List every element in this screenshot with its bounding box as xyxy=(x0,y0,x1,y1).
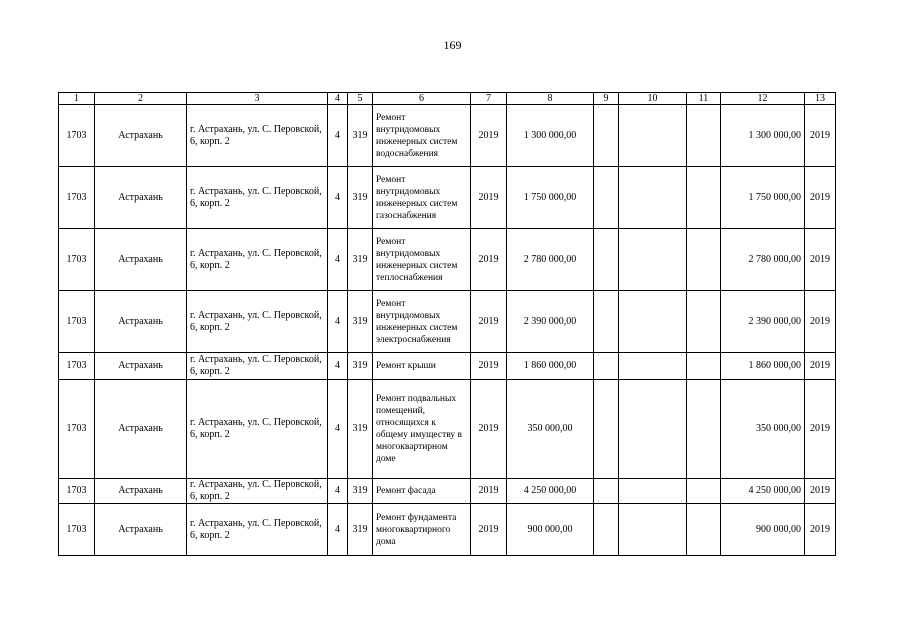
column-4-cell: 4 xyxy=(328,291,348,353)
work-type-cell: Ремонт подвальных помещений, относящихся к общему имуществу в многоквартирном доме xyxy=(373,380,471,479)
column-header-5: 5 xyxy=(348,93,373,105)
table-row xyxy=(59,479,836,504)
address-cell: г. Астрахань, ул. С. Перовской, 6, корп. 2 xyxy=(187,105,328,167)
column-12-cell: 1 860 000,00 xyxy=(721,353,805,380)
address-cell: г. Астрахань, ул. С. Перовской, 6, корп. 2 xyxy=(187,353,328,380)
column-4-cell: 4 xyxy=(328,479,348,504)
column-13-cell: 2019 xyxy=(805,353,836,380)
year-cell: 2019 xyxy=(471,504,507,556)
column-11-cell xyxy=(687,353,721,380)
total-cost-cell: 1 750 000,00 xyxy=(507,167,594,229)
column-4-cell: 4 xyxy=(328,229,348,291)
city-cell: Астрахань xyxy=(95,479,187,504)
column-12-cell: 1 300 000,00 xyxy=(721,105,805,167)
column-13-cell: 2019 xyxy=(805,479,836,504)
column-5-cell: 319 xyxy=(348,479,373,504)
column-header-11: 11 xyxy=(687,93,721,105)
table-row xyxy=(59,105,836,167)
column-header-7: 7 xyxy=(471,93,507,105)
table-header xyxy=(59,93,836,105)
column-11-cell xyxy=(687,167,721,229)
column-5-cell: 319 xyxy=(348,504,373,556)
column-13-cell: 2019 xyxy=(805,167,836,229)
city-cell: Астрахань xyxy=(95,380,187,479)
column-12-cell: 1 750 000,00 xyxy=(721,167,805,229)
code-cell: 1703 xyxy=(59,353,95,380)
capital-repair-table xyxy=(58,92,836,556)
column-10-cell xyxy=(619,167,687,229)
column-header-8: 8 xyxy=(507,93,594,105)
column-11-cell xyxy=(687,380,721,479)
code-cell: 1703 xyxy=(59,504,95,556)
column-9-cell xyxy=(594,105,619,167)
column-header-3: 3 xyxy=(187,93,328,105)
column-5-cell: 319 xyxy=(348,380,373,479)
work-type-cell: Ремонт внутридомовых инженерных систем электроснабжения xyxy=(373,291,471,353)
column-11-cell xyxy=(687,504,721,556)
column-13-cell: 2019 xyxy=(805,504,836,556)
column-4-cell: 4 xyxy=(328,380,348,479)
address-cell: г. Астрахань, ул. С. Перовской, 6, корп. 2 xyxy=(187,229,328,291)
table-row xyxy=(59,167,836,229)
address-cell: г. Астрахань, ул. С. Перовской, 6, корп. 2 xyxy=(187,380,328,479)
column-9-cell xyxy=(594,479,619,504)
total-cost-cell: 1 860 000,00 xyxy=(507,353,594,380)
total-cost-cell: 900 000,00 xyxy=(507,504,594,556)
work-type-cell: Ремонт фундамента многоквартирного дома xyxy=(373,504,471,556)
column-13-cell: 2019 xyxy=(805,105,836,167)
table-row xyxy=(59,229,836,291)
city-cell: Астрахань xyxy=(95,105,187,167)
column-9-cell xyxy=(594,291,619,353)
address-cell: г. Астрахань, ул. С. Перовской, 6, корп. 2 xyxy=(187,167,328,229)
address-cell: г. Астрахань, ул. С. Перовской, 6, корп. 2 xyxy=(187,504,328,556)
column-4-cell: 4 xyxy=(328,105,348,167)
column-4-cell: 4 xyxy=(328,167,348,229)
column-10-cell xyxy=(619,353,687,380)
column-header-2: 2 xyxy=(95,93,187,105)
column-11-cell xyxy=(687,229,721,291)
code-cell: 1703 xyxy=(59,105,95,167)
column-header-6: 6 xyxy=(373,93,471,105)
address-cell: г. Астрахань, ул. С. Перовской, 6, корп. 2 xyxy=(187,291,328,353)
column-13-cell: 2019 xyxy=(805,291,836,353)
year-cell: 2019 xyxy=(471,291,507,353)
work-type-cell: Ремонт фасада xyxy=(373,479,471,504)
column-9-cell xyxy=(594,229,619,291)
column-header-9: 9 xyxy=(594,93,619,105)
column-10-cell xyxy=(619,504,687,556)
work-type-cell: Ремонт внутридомовых инженерных систем теплоснабжения xyxy=(373,229,471,291)
work-type-cell: Ремонт крыши xyxy=(373,353,471,380)
code-cell: 1703 xyxy=(59,291,95,353)
city-cell: Астрахань xyxy=(95,291,187,353)
column-4-cell: 4 xyxy=(328,504,348,556)
column-10-cell xyxy=(619,105,687,167)
column-13-cell: 2019 xyxy=(805,229,836,291)
column-12-cell: 2 390 000,00 xyxy=(721,291,805,353)
year-cell: 2019 xyxy=(471,105,507,167)
address-cell: г. Астрахань, ул. С. Перовской, 6, корп. 2 xyxy=(187,479,328,504)
column-12-cell: 2 780 000,00 xyxy=(721,229,805,291)
column-5-cell: 319 xyxy=(348,167,373,229)
code-cell: 1703 xyxy=(59,167,95,229)
column-5-cell: 319 xyxy=(348,353,373,380)
code-cell: 1703 xyxy=(59,229,95,291)
work-type-cell: Ремонт внутридомовых инженерных систем газоснабжения xyxy=(373,167,471,229)
column-4-cell: 4 xyxy=(328,353,348,380)
column-header-13: 13 xyxy=(805,93,836,105)
column-12-cell: 350 000,00 xyxy=(721,380,805,479)
column-13-cell: 2019 xyxy=(805,380,836,479)
column-11-cell xyxy=(687,105,721,167)
table-row xyxy=(59,380,836,479)
column-10-cell xyxy=(619,380,687,479)
total-cost-cell: 350 000,00 xyxy=(507,380,594,479)
column-5-cell: 319 xyxy=(348,105,373,167)
code-cell: 1703 xyxy=(59,479,95,504)
column-5-cell: 319 xyxy=(348,291,373,353)
table-row xyxy=(59,291,836,353)
year-cell: 2019 xyxy=(471,167,507,229)
column-10-cell xyxy=(619,291,687,353)
column-12-cell: 900 000,00 xyxy=(721,504,805,556)
column-header-1: 1 xyxy=(59,93,95,105)
total-cost-cell: 2 780 000,00 xyxy=(507,229,594,291)
header-row xyxy=(59,93,836,105)
year-cell: 2019 xyxy=(471,479,507,504)
column-9-cell xyxy=(594,380,619,479)
city-cell: Астрахань xyxy=(95,167,187,229)
total-cost-cell: 1 300 000,00 xyxy=(507,105,594,167)
column-9-cell xyxy=(594,504,619,556)
column-9-cell xyxy=(594,167,619,229)
column-header-4: 4 xyxy=(328,93,348,105)
column-11-cell xyxy=(687,291,721,353)
city-cell: Астрахань xyxy=(95,229,187,291)
total-cost-cell: 2 390 000,00 xyxy=(507,291,594,353)
column-5-cell: 319 xyxy=(348,229,373,291)
total-cost-cell: 4 250 000,00 xyxy=(507,479,594,504)
work-type-cell: Ремонт внутридомовых инженерных систем водоснабжения xyxy=(373,105,471,167)
code-cell: 1703 xyxy=(59,380,95,479)
year-cell: 2019 xyxy=(471,353,507,380)
column-9-cell xyxy=(594,353,619,380)
city-cell: Астрахань xyxy=(95,504,187,556)
column-header-10: 10 xyxy=(619,93,687,105)
column-10-cell xyxy=(619,479,687,504)
column-11-cell xyxy=(687,479,721,504)
city-cell: Астрахань xyxy=(95,353,187,380)
table-row xyxy=(59,504,836,556)
year-cell: 2019 xyxy=(471,229,507,291)
column-12-cell: 4 250 000,00 xyxy=(721,479,805,504)
column-10-cell xyxy=(619,229,687,291)
page-number: 169 xyxy=(443,38,462,52)
year-cell: 2019 xyxy=(471,380,507,479)
table-body xyxy=(59,105,836,556)
column-header-12: 12 xyxy=(721,93,805,105)
table-row xyxy=(59,353,836,380)
